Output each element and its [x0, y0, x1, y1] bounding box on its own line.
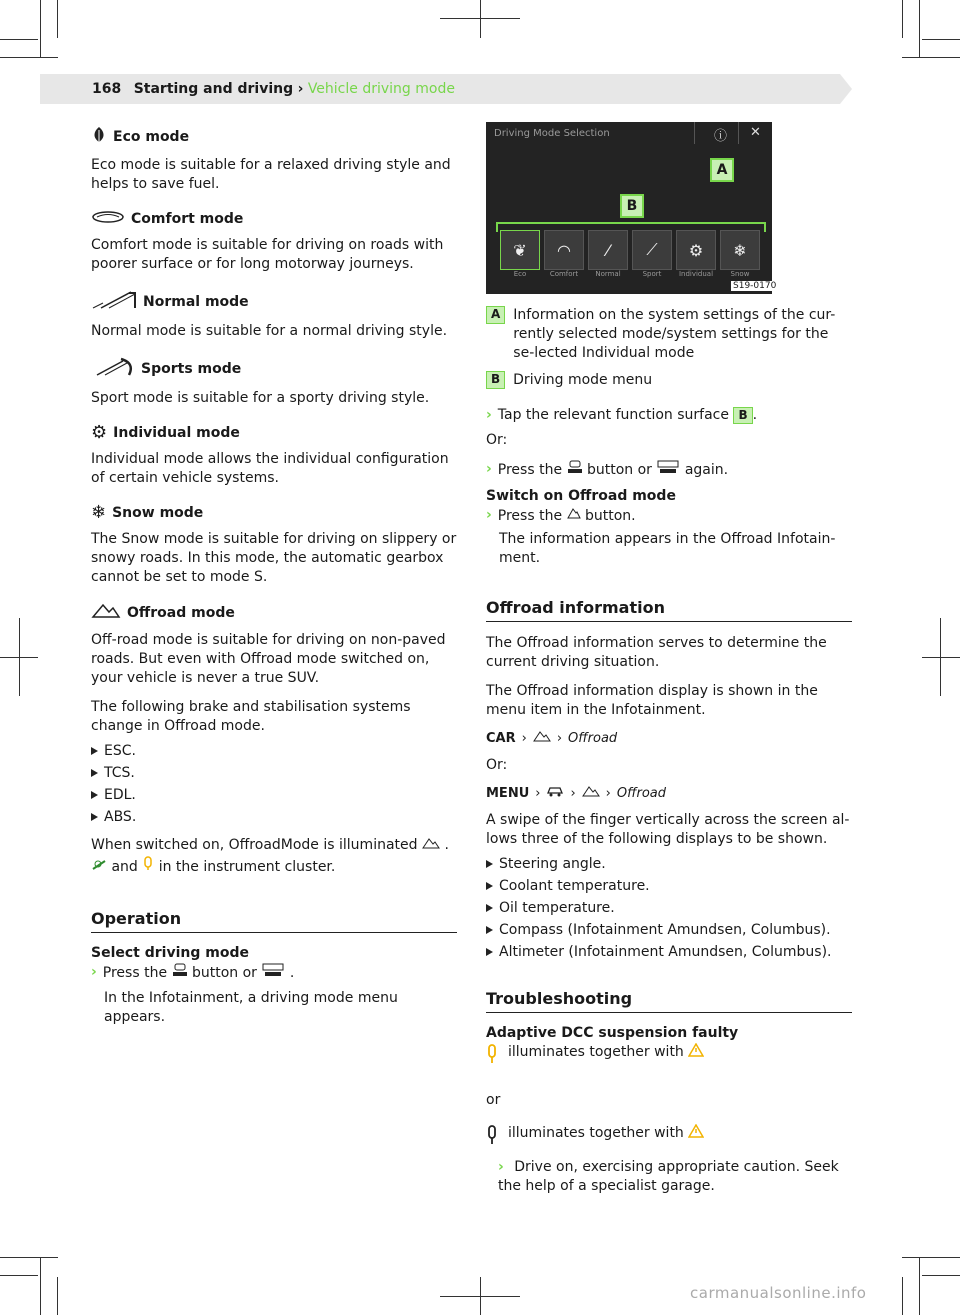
mode-description: Sport mode is suitable for a sporty driving style. [91, 390, 430, 406]
legend-text-b: Driving mode menu [513, 372, 653, 388]
screen-title: Driving Mode Selection [494, 128, 610, 139]
tile-comfort[interactable] [544, 230, 584, 270]
inline-tag-b: B [733, 407, 752, 424]
offroad-icon [533, 730, 551, 746]
step-text-a: Tap the relevant function surface [497, 407, 729, 423]
crop-mark [940, 618, 941, 696]
hdc-warning-icon [142, 859, 158, 875]
mode-individual [91, 424, 457, 488]
mode-sports [91, 357, 457, 408]
legend-b [486, 371, 852, 390]
step-text-b: button. [584, 508, 636, 524]
operation-result: In the Infotainment, a driving mode menu appears. [104, 990, 398, 1025]
right-column [486, 306, 852, 1204]
offroad-button-icon [567, 508, 585, 524]
tile-normal[interactable] [588, 230, 628, 270]
tile-label: Snow [730, 270, 750, 278]
mode-heading [91, 504, 457, 522]
divider [738, 122, 739, 144]
legend-tag-a: A [486, 306, 505, 324]
step-text-a: Press the [497, 508, 563, 524]
crop-mark [0, 39, 38, 40]
dcc-fault-icon [486, 1124, 498, 1152]
crop-mark [902, 57, 960, 58]
chevron-right-icon: › [498, 1159, 504, 1175]
step-text-c: . [289, 965, 295, 981]
sport-icon: ⟋ [646, 240, 658, 259]
list-item: Oil temperature. [486, 897, 852, 919]
rs-mode-button-icon [656, 462, 684, 478]
crop-mark [480, 0, 481, 38]
mode-description: The Snow mode is suitable for driving on slippery or snowy roads. In this mode, the automatic gearbox cannot be set to mode S. [91, 531, 457, 585]
callout-b: B [620, 194, 644, 218]
gears-icon: ⚙ [91, 422, 108, 443]
offroad-icon [91, 603, 121, 623]
tile-eco[interactable] [500, 230, 540, 270]
chevron-right-icon: › [521, 730, 527, 746]
offroad-systems-list [91, 740, 457, 828]
crop-mark [902, 1277, 903, 1315]
menu-path-car [486, 730, 852, 746]
divider [694, 122, 695, 144]
sport-icon [91, 357, 135, 381]
mode-description: Individual mode allows the individual configuration of certain vehicle systems. [91, 451, 449, 486]
mode-description: Comfort mode is suitable for driving on roads with poorer surface or for long motorway journeys. [91, 237, 444, 272]
offroad-systems-intro: The following brake and stabilisation systems change in Offroad mode. [91, 699, 411, 734]
tile-label: Individual [678, 270, 714, 278]
tile-snow[interactable] [720, 230, 760, 270]
menu-path-menu [486, 785, 852, 801]
switch-offroad-subhead: Switch on Offroad mode [486, 488, 676, 504]
troubleshooting-heading: Troubleshooting [486, 989, 852, 1013]
offroad-info-p3: A swipe of the finger vertically across the screen al-lows three of the following displays to be shown. [486, 812, 850, 847]
mode-button-icon [567, 462, 587, 478]
chevron-right-icon: › [605, 785, 611, 801]
or-text: or [486, 1092, 501, 1108]
illum-cluster: in the instrument cluster. [158, 859, 336, 875]
offroad-displays-list [486, 853, 852, 963]
crop-mark [922, 1275, 960, 1276]
step-text-a: Press the [497, 462, 563, 478]
mode-button-icon [172, 965, 192, 981]
switch-result: The information appears in the Offroad Infotain-ment. [499, 531, 836, 566]
list-item: Steering angle. [486, 853, 852, 875]
crop-mark [57, 0, 58, 38]
illum-and: and [111, 859, 138, 875]
step-text-c: again. [684, 462, 729, 478]
breadcrumb-separator: › [297, 81, 304, 97]
step-text-b: button or [586, 462, 652, 478]
tile-label: Normal [595, 270, 621, 278]
step-text [498, 460, 728, 480]
mode-title: Eco mode [113, 129, 190, 145]
chevron-right-icon: › [486, 507, 492, 523]
list-item: ABS. [91, 806, 457, 828]
tile-labels [500, 270, 760, 278]
step-text-b: . [752, 407, 758, 423]
breadcrumb-subsection[interactable]: Vehicle driving mode [307, 81, 455, 97]
offroad-illumination-text: When switched on, OffroadMode is illuminated . and in the instrument cluster. [91, 837, 449, 875]
dcc-fault-subhead: Adaptive DCC suspension faulty [486, 1025, 739, 1041]
mode-tiles [500, 230, 760, 270]
mode-title: Comfort mode [131, 211, 244, 227]
normal-icon: ⁄ [606, 240, 610, 260]
crop-mark [922, 39, 960, 40]
hdc-indicator-icon [91, 859, 111, 875]
breadcrumb [92, 81, 455, 97]
crop-mark [922, 657, 960, 658]
leaf-icon: ❦ [513, 240, 527, 260]
list-item: ESC. [91, 740, 457, 762]
dcc-line-text: illuminates together with [508, 1044, 684, 1060]
mode-heading [91, 210, 457, 228]
offroad-info-p1: The Offroad information serves to determine the current driving situation. [486, 635, 827, 670]
list-item: EDL. [91, 784, 457, 806]
warning-triangle-icon [688, 1124, 704, 1152]
mode-heading [91, 424, 457, 442]
offroad-info-p2: The Offroad information display is shown in the menu item in the Infotainment. [486, 683, 818, 718]
mode-heading [91, 290, 457, 314]
crop-mark [902, 1257, 960, 1258]
warning-triangle-icon [688, 1043, 704, 1071]
info-icon[interactable]: ⓘ [714, 129, 728, 144]
mode-heading [91, 603, 457, 623]
normal-icon [91, 290, 137, 314]
mode-title: Normal mode [143, 294, 249, 310]
operation-heading: Operation [91, 909, 457, 933]
mode-title: Snow mode [112, 505, 204, 521]
press-step [486, 460, 852, 480]
car-icon [546, 785, 564, 801]
chevron-right-icon: › [556, 730, 563, 746]
select-mode-subhead: Select driving mode [91, 945, 249, 961]
crop-mark [40, 0, 41, 58]
crop-mark [40, 1257, 41, 1315]
mode-title: Sports mode [141, 361, 242, 377]
list-item: TCS. [91, 762, 457, 784]
rs-mode-button-icon [261, 965, 289, 981]
breadcrumb-section[interactable]: Starting and driving [133, 81, 294, 97]
step-text [103, 963, 295, 983]
or-text: Or: [486, 432, 508, 448]
offroad-menu-item[interactable]: Offroad [616, 785, 667, 801]
tile-label: Eco [513, 270, 527, 278]
tile-label: Sport [642, 270, 662, 278]
tap-step [486, 406, 852, 425]
offroad-icon [582, 785, 600, 801]
mode-heading [91, 126, 457, 148]
mode-title: Individual mode [113, 425, 240, 441]
crop-mark [0, 57, 58, 58]
header-arrow [840, 74, 852, 104]
snowflake-icon: ❄ [733, 240, 747, 260]
dcc-warning-icon [486, 1043, 498, 1071]
offroad-description: Off-road mode is suitable for driving on non-paved roads. But even with Offroad mode switched on, your vehicle is never a true SUV. [91, 632, 446, 686]
illum-text: When switched on, OffroadMode is illuminated [91, 837, 418, 853]
car-menu-key: CAR [486, 730, 516, 746]
chevron-right-icon: › [486, 407, 492, 423]
crop-mark [57, 1277, 58, 1315]
legend-tag-b: B [486, 371, 505, 389]
crop-mark [919, 0, 920, 58]
watermark: carmanualsonline.info [690, 1284, 867, 1302]
mode-title: Offroad mode [127, 605, 235, 621]
callout-a: A [710, 158, 734, 182]
dcc-line-2 [486, 1124, 852, 1152]
comfort-icon [91, 210, 125, 228]
mode-description: Eco mode is suitable for a relaxed driving style and helps to save fuel. [91, 157, 451, 192]
mode-offroad [91, 603, 457, 877]
crop-mark [0, 1275, 38, 1276]
close-icon[interactable]: ✕ [750, 125, 761, 140]
crop-mark [480, 1277, 481, 1315]
switch-step [486, 506, 852, 526]
step-text-a: Press the [102, 965, 168, 981]
mode-description: Normal mode is suitable for a normal driving style. [91, 323, 448, 339]
offroad-info-heading: Offroad information [486, 598, 852, 622]
chevron-right-icon: › [535, 785, 541, 801]
tile-sport[interactable] [632, 230, 672, 270]
operation-step [91, 963, 457, 983]
mode-comfort [91, 210, 457, 274]
step-text [498, 406, 757, 425]
mode-normal [91, 290, 457, 341]
mode-eco [91, 126, 457, 194]
legend-text-a: Information on the system settings of the cur-rently selected mode/system settings for the se-lected Individual mode [513, 307, 836, 361]
dcc-line-text: illuminates together with [508, 1125, 684, 1141]
tile-individual[interactable] [676, 230, 716, 270]
offroad-indicator-icon [422, 837, 444, 853]
snowflake-icon: ❄ [91, 502, 107, 523]
crop-mark [919, 1257, 920, 1315]
dcc-action-text: Drive on, exercising appropriate caution. Seek the help of a specialist garage. [498, 1159, 839, 1194]
dcc-action [486, 1158, 852, 1196]
comfort-icon: ◠ [557, 240, 571, 260]
figure-code: S19-0170 [733, 281, 777, 291]
driving-mode-screen [486, 122, 772, 294]
list-item: Altimeter (Infotainment Amundsen, Columbus). [486, 941, 852, 963]
tile-label: Comfort [549, 270, 579, 278]
page-number: 168 [92, 81, 122, 97]
step-text-b: button or [191, 965, 257, 981]
left-column [91, 126, 457, 1035]
gears-icon: ⚙ [688, 240, 704, 260]
list-item: Compass (Infotainment Amundsen, Columbus). [486, 919, 852, 941]
crop-mark [902, 0, 903, 38]
dcc-line-1 [486, 1043, 852, 1071]
crop-mark [0, 1257, 58, 1258]
step-text [498, 506, 636, 526]
chevron-right-icon: › [570, 785, 576, 801]
or-text: Or: [486, 757, 508, 773]
list-item: Coolant temperature. [486, 875, 852, 897]
mode-heading [91, 357, 457, 381]
offroad-menu-item[interactable]: Offroad [568, 730, 618, 746]
mode-snow [91, 504, 457, 587]
chevron-right-icon: › [91, 964, 97, 980]
menu-key: MENU [486, 785, 530, 801]
legend-a [486, 306, 852, 363]
leaf-icon [91, 126, 107, 148]
crop-mark [19, 618, 20, 696]
chevron-right-icon: › [486, 461, 492, 477]
